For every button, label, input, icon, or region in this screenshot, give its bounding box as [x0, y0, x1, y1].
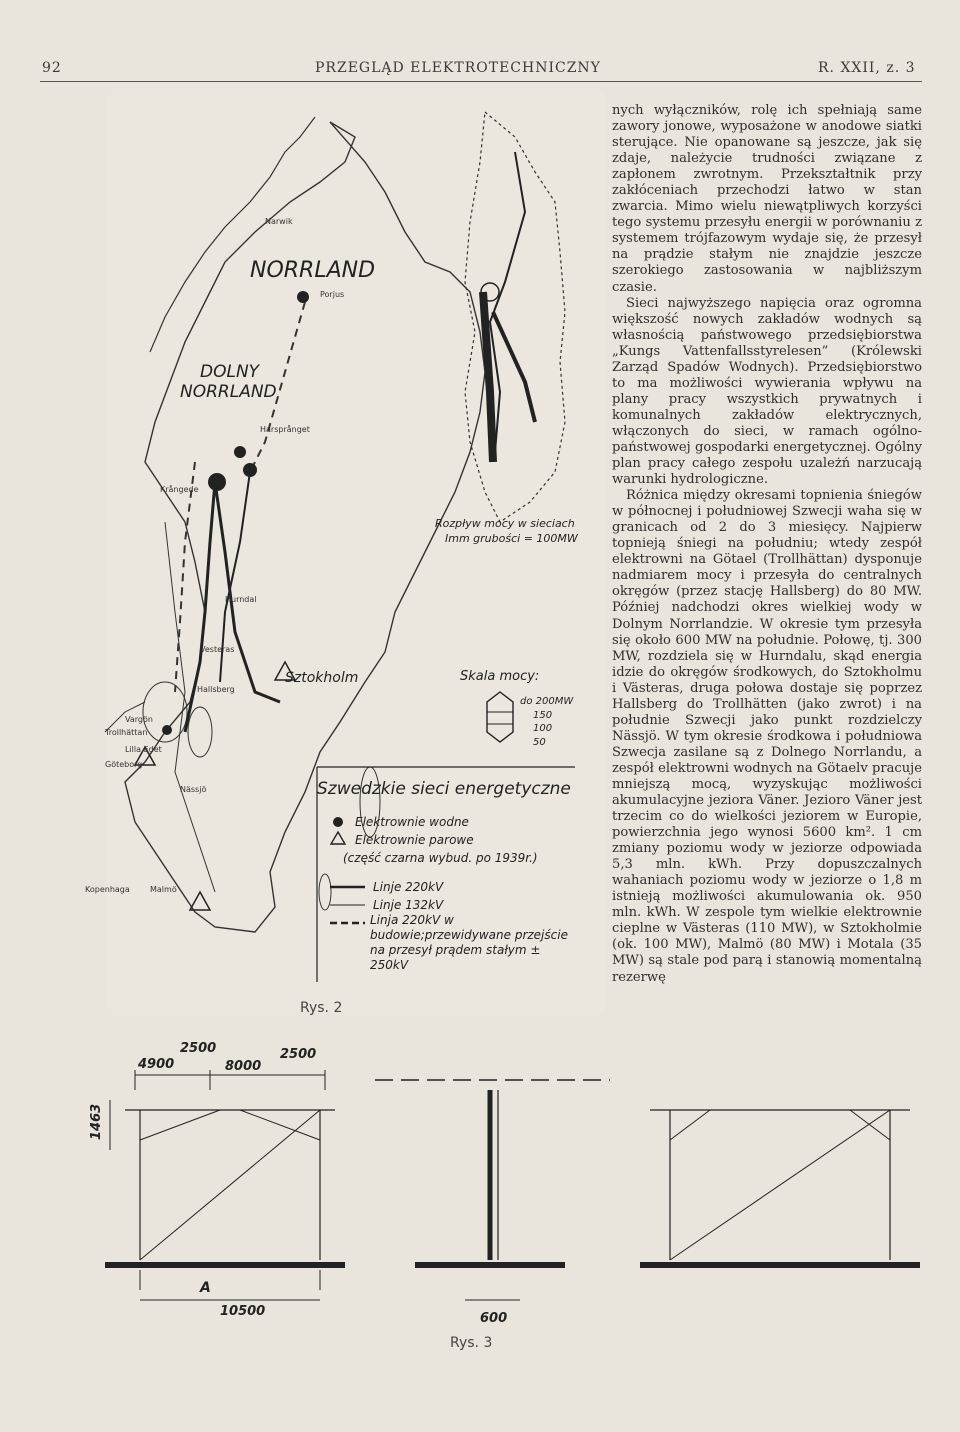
tower-1 — [105, 1110, 345, 1319]
place-label: Hallsberg — [197, 685, 235, 694]
place-label: Malmö — [150, 885, 177, 894]
legend-item: Elektrownie parowe — [355, 833, 474, 847]
place-label: Nässjö — [180, 785, 207, 794]
place-label: Kopenhaga — [85, 885, 130, 894]
figure-2-map — [85, 92, 605, 1012]
legend-title: Szwedzkie sieci energetyczne — [317, 779, 571, 799]
place-label: Göteborg — [105, 760, 143, 769]
scale-value: do 200MW — [520, 696, 574, 707]
legend-item: Elektrownie wodne — [355, 815, 469, 829]
legend-item: Linje 220kV — [373, 880, 444, 894]
legend-item: Linje 132kV — [373, 898, 444, 912]
tower-3 — [640, 1110, 920, 1268]
place-label: Krångede — [160, 485, 199, 494]
dimension-label: 1463 — [89, 1103, 104, 1140]
paragraph: Różnica między okresami topnienia śniegów w północnej i południowej Szwecji waha się w granicach od 2 do 3 miesięcy. Najpierw topnieją śniegi na południu; wtedy zespół elektrowni na Götael (Trollhättan) dysponuje nadmiarem mocy i przesyła do centralnych okręgów (przez stację Hallsberg) do 80 MW. Później nadchodzi okres wielkiej wody w Dolnym Norrlandzie. W okresie tym przesyła się około 600 MW na południe. Połowę, tj. 300 MW, rozdziela się w Hurndalu, skąd energia idzie do okręgów środkowych, do Sztokholmu i Västeras, druga połowa dostaje się poprzez Hallsberg do Trollhätten (jako zwrot) i na południe Szwecji jako punkt rozdzielczy Nässjö. W tym okresie środkowa i południowa Szwecja zasilane są z Dolnego Norrlandu, a zespół elektrowni wodnych na Götaelv pracuje mniejszą mocą, wyzyskując możliwości akumulacyjne jeziora Väner. Jezioro Väner jest trzecim co do wielkości jeziorem w Europie, powierzchnia jego wynosi 5600 km². 1 cm zmiany poziomu wody w jeziorze odpowiada 5,3 mln. kWh. Przy dopuszczalnych wahaniach poziomu wody w jeziorze o 1,8 m istnieją możliwości akumulowania ok. 950 mln. kWh. W zespole tym wielkie elektrownie cieplne w Västeras (110 MW), w Sztokholmie (ok. 100 MW), Malmö (80 MW) i Motala (35 MW) są stale pod parą i stanowią momentalną rezerwę — [612, 488, 922, 985]
legend-item: Linja 220kV w budowie;przewidywane przejście na przesył prądem stałym ± 250kV — [370, 913, 568, 972]
dimension-label: 8000 — [225, 1059, 262, 1074]
header-rule — [40, 81, 922, 82]
region-label: NORRLAND — [250, 258, 376, 283]
place-label: Sztokholm — [285, 670, 359, 686]
dimension-label: 4900 — [138, 1057, 175, 1072]
page-number: 92 — [42, 60, 62, 76]
place-label: Trollhättan — [105, 728, 148, 737]
inset-caption: Imm grubości = 100MW — [445, 532, 578, 545]
scale-title: Skala mocy: — [460, 669, 540, 684]
place-label: Vargön — [125, 715, 153, 724]
region-label: DOLNY — [200, 362, 260, 382]
place-label: Harsprånget — [260, 425, 310, 434]
dimension-label: A — [200, 1280, 211, 1296]
figure-3-caption: Rys. 3 — [450, 1335, 493, 1351]
scale-value: 50 — [533, 737, 546, 748]
paragraph: nych wyłączników, rolę ich spełniają same zawory jonowe, wyposażone w anodowe siatki sterujące. Nie opanowane są jeszcze, jak się zdaje, należycie trudności związane z zapłonem zwrotnym. Przekształtnik przy zakłóceniach przechodzi łatwo w stan zwarcia. Mimo wielu niewątpliwych korzyści tego systemu przesyłu energii w porównaniu z systemem trójfazowym wydaje się, że przesył na prądzie stałym nie znajdzie jeszcze szerokiego zastosowania w najbliższym czasie. — [612, 103, 922, 295]
place-label: Lilla Edet — [125, 745, 162, 754]
dimension-label: 600 — [480, 1311, 508, 1326]
dimension-label: 2500 — [280, 1047, 317, 1062]
figure-2-caption: Rys. 2 — [300, 1000, 343, 1016]
tower-2 — [375, 1080, 610, 1326]
place-label: Porjus — [320, 290, 345, 299]
hydro-station-icon — [208, 473, 226, 491]
scale-value: 150 — [533, 710, 553, 721]
dimension-label: 2500 — [180, 1041, 217, 1056]
issue-number: R. XXII, z. 3 — [818, 60, 916, 76]
paragraph: Sieci najwyższego napięcia oraz ogromna większość nowych zakładów wodnych są własnością państwowego przedsiębiorstwa „Kungs Vattenfallsstyrelesen” (Królewski Zarząd Spadów Wodnych). Przedsiębiorstwo to ma możliwości wywierania wpływu na plany pracy wszystkich prywatnych i komunalnych zakładów elektrycznych, włączonych do sieci, w ramach ogólno-państwowej gospodarki energetycznej. Ogólny plan pracy całego zespołu uzależń narzucają warunki hydrologiczne. — [612, 295, 922, 488]
hydro-station-icon — [333, 817, 343, 827]
region-label: NORRLAND — [180, 382, 277, 402]
article-text-column — [612, 103, 922, 986]
journal-title: PRZEGLĄD ELEKTROTECHNICZNY — [315, 60, 601, 76]
place-label: Vesteras — [200, 645, 235, 654]
figure-3-towers — [80, 1030, 940, 1340]
place-label: Narwik — [265, 217, 293, 226]
dimension-label: 10500 — [220, 1304, 266, 1319]
scale-value: 100 — [533, 723, 553, 734]
place-label: Hurndal — [225, 595, 257, 604]
legend-item: (część czarna wybud. po 1939r.) — [343, 851, 538, 865]
inset-caption: Rozpływ mocy w sieciach — [435, 517, 575, 530]
